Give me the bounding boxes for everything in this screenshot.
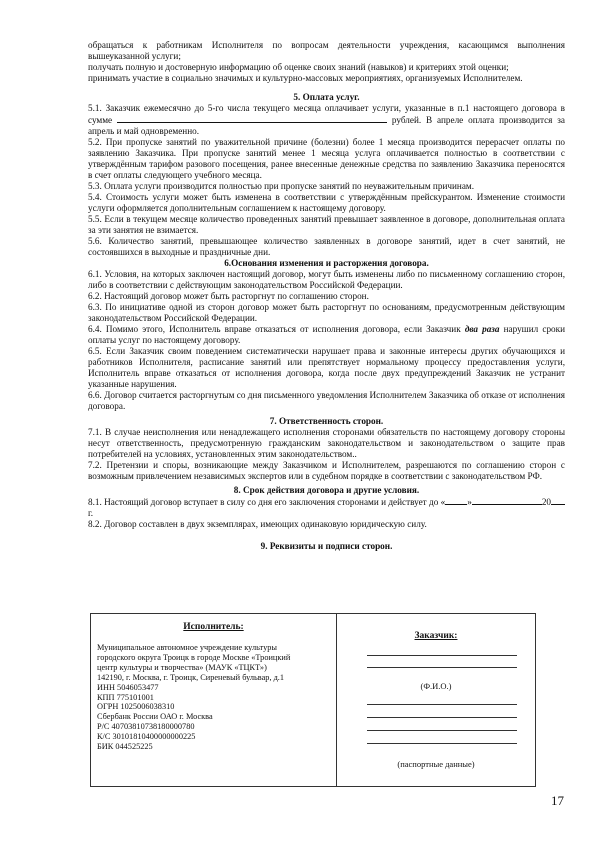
executor-line: городского округа Троицк в городе Москве «Троицкий	[97, 652, 291, 662]
executor-details	[97, 643, 332, 752]
customer-signature-line	[367, 655, 517, 656]
customer-data-line	[367, 743, 517, 744]
executor-line: центр культуры и творчества» (МАУК «ТЦКТ»)	[97, 662, 267, 672]
clause-6-3: 6.3. По инициативе одной из сторон договор может быть расторгнут по основаниям, предусмотренным действующим законодательством Российской Федерации.	[88, 302, 565, 323]
section-7-title: 7. Ответственность сторон.	[269, 416, 384, 426]
clause-8-1: 8.1. Настоящий договор вступает в силу со дня его заключения сторонами и действует до « » 20 г.	[88, 496, 565, 519]
executor-line: ИНН 5046053477	[97, 682, 159, 692]
executor-line: ОГРН 1025006038310	[97, 702, 175, 712]
clause-8-2: 8.2. Договор составлен в двух экземплярах, имеющих одинаковую юридическую силу.	[88, 519, 427, 529]
clause-5-5: 5.5. Если в текущем месяце количество проведенных занятий превышает заявленное в договоре, дополнительная оплата за эти занятия не взимается.	[88, 214, 565, 235]
right-item-1: обращаться к работникам Исполнителя по вопросам деятельности учреждения, касающимся выполнения вышеуказанной услуги;	[88, 40, 565, 61]
clause-5-3: 5.3. Оплата услуги производится полностью при пропуске занятий по неуважительным причинам.	[88, 181, 475, 191]
customer-column	[337, 614, 535, 786]
customer-signature-line	[367, 667, 517, 668]
executor-heading: Исполнитель:	[183, 622, 244, 632]
page-number: 17	[551, 793, 564, 808]
section-6-title: 6.Основания изменения и расторжения договора.	[224, 258, 429, 268]
section-9-title: 9. Реквизиты и подписи сторон.	[260, 541, 393, 551]
requisites-table	[90, 613, 536, 787]
clause-7-1: 7.1. В случае неисполнения или ненадлежащего исполнения сторонами обязательств по настоящему договору стороны несут ответственность, предусмотренную гражданским законодательством и законодательством о защите прав потребителей на условиях, установленных этим законодательством..	[88, 427, 565, 459]
right-item-3: принимать участие в социально значимых и культурно-массовых мероприятиях, организуемых Исполнителем.	[88, 73, 523, 83]
clause-5-4: 5.4. Стоимость услуги может быть изменена в соответствии с утверждённым прейскурантом. Изменение стоимости услуги оформляется дополнительным соглашением к настоящему договору.	[88, 192, 565, 213]
executor-line: КПП 775101001	[97, 692, 154, 702]
section-5-title: 5. Оплата услуг.	[293, 92, 360, 102]
customer-data-line	[367, 717, 517, 718]
executor-line: Муниципальное автономное учреждение культуры	[97, 643, 277, 652]
executor-line: Р/С 40703810738180000780	[97, 722, 195, 732]
clause-6-4: 6.4. Помимо этого, Исполнитель вправе отказаться от исполнения договора, если Заказчик два раза нарушил сроки оплаты услуг по настоящему договору.	[88, 324, 566, 345]
document-body	[88, 40, 565, 552]
executor-line: 142190, г. Москва, г. Троицк, Сиреневый бульвар, д.1	[97, 672, 285, 682]
clause-6-1: 6.1. Условия, на которых заключен настоящий договор, могут быть изменены либо по письменному соглашению сторон, либо в соответствии с действующим законодательством Российской Федерации.	[88, 269, 565, 290]
executor-line: Сбербанк России ОАО г. Москва	[97, 712, 213, 722]
customer-passport-caption: (паспортные данные)	[397, 759, 475, 769]
clause-5-6: 5.6. Количество занятий, превышающее количество заявленных в договоре занятий, идет в счет занятий, не состоявшихся в выходные и праздничные дни.	[88, 236, 565, 257]
executor-column	[91, 614, 337, 786]
customer-fio-caption: (Ф.И.О.)	[420, 681, 452, 691]
clause-6-6: 6.6. Договор считается расторгнутым со дня письменного уведомления Исполнителем Заказчика об отказе от исполнения договора.	[88, 390, 565, 411]
executor-line: К/С 30101810400000000225	[97, 732, 196, 742]
customer-data-line	[367, 704, 517, 705]
clause-6-5: 6.5. Если Заказчик своим поведением систематически нарушает права и законные интересы других обучающихся и работников Исполнителя, расписание занятий или препятствует нормальному процессу предоставления услуги, Исполнитель вправе отказаться от исполнения договора, когда после двух предупреждений Заказчик не устранит указанные нарушения.	[88, 346, 565, 389]
customer-heading: Заказчик:	[414, 631, 458, 641]
clause-7-2: 7.2. Претензии и споры, возникающие между Заказчиком и Исполнителем, разрешаются по соглашению сторон с возможным привлечением независимых экспертов или в судебном порядке в соответствии с законодательством РФ.	[88, 460, 565, 481]
clause-5-2: 5.2. При пропуске занятий по уважительной причине (болезни) более 1 месяца производится перерасчет оплаты по заявлению Заказчика. При пропуске занятий менее 1 месяца услуга оплачивается полностью в соответствии с утверждённым тарифом разового посещения, ранее внесенные денежные средства по заявлению Заказчика переносятся в счет оплаты следующего учебного месяца.	[88, 137, 565, 180]
section-8-title: 8. Срок действия договора и другие условия.	[233, 485, 420, 495]
clause-5-1: 5.1. Заказчик ежемесячно до 5-го числа текущего месяца оплачивает услуги, указанные в п.1 настоящего договора в сумме рублей. В апреле оплата производится за апрель и май одновременно.	[88, 103, 565, 136]
clause-6-2: 6.2. Настоящий договор может быть расторгнут по соглашению сторон.	[88, 291, 369, 301]
customer-data-line	[367, 730, 517, 731]
right-item-2: получать полную и достоверную информацию об оценке своих знаний (навыков) и критериях этой оценки;	[88, 62, 509, 72]
executor-line: БИК 044525225	[97, 742, 153, 752]
